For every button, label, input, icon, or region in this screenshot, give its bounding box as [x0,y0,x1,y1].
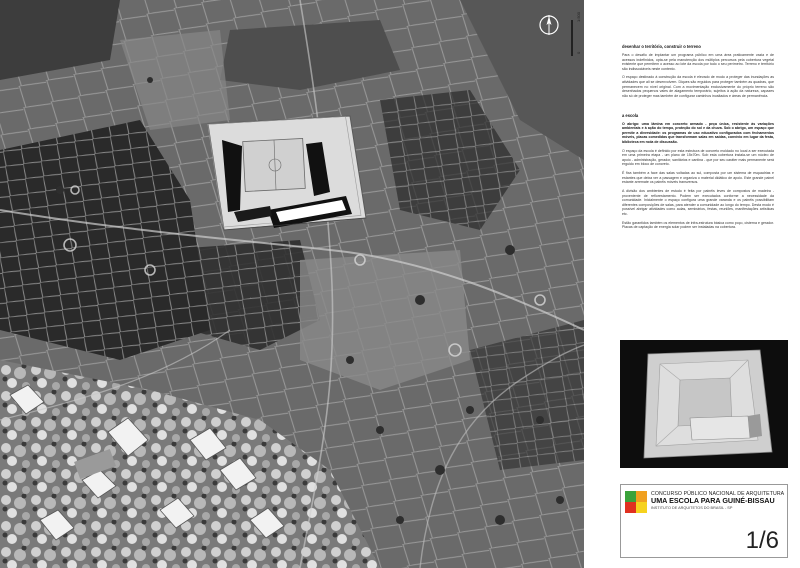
logo-orange-square [636,491,647,502]
paragraph-7: Estão garantidos também os elementos de infra-estrutura básica como poço, cisterna e gerador. Placas de captação de energia solar podem ser instaladas na cobertura. [622,220,774,230]
competition-title-block [620,484,788,558]
model-render [620,340,788,468]
scale-bar [564,11,582,56]
institute-name: INSTITUTO DE ARQUITETOS DO BRASIL - SP [651,505,733,510]
description-text [622,44,774,234]
competition-subtitle: CONCURSO PÚBLICO NACIONAL DE ARQUITETURA [651,491,785,497]
scale-bottom-label: 0 [576,51,581,54]
heading-school: a escola [622,112,639,118]
paragraph-5: É fixa também a face das salas voltadas ao sul, composta por um sistema de esquadrias e estantes que deixa ver a passagem e organiza o material didático de apoio. Este grande painel estante arremate os painéis móveis transversos. [622,171,774,185]
model-photo [620,340,788,468]
school-platform [208,116,366,230]
scale-top-label: 1:500 [576,11,581,22]
heading-territory: desenhar o território, construir o terreno [622,44,701,49]
logo-yellow-square [636,502,647,513]
logo-green-square [625,491,636,502]
competition-logo-icon [625,491,647,513]
north-arrow-icon [538,14,560,36]
competition-title: UMA ESCOLA PARA GUINÉ-BISSAU [651,496,775,505]
page-number: 1/6 [745,527,779,554]
paragraph-2: O espaço destinado à construção da escola é elevado de modo a proteger das inundações as atividades que ali se desenvolvem. Diques são erguidos para proteger também as quadras, que permanecem no nível original. Com a movimentação exclusivamente do próprio terreno são desenhados pequenos vales de alagamento temporário, sujeitos à ação da natureza, capazes não só de proteger mas também de configurar caminhos inusitados e áreas de permanência. [622,75,774,98]
paragraph-4: O espaço da escola é definido por esta estrutura de concreto moldado no local a ser executada em uma primeira etapa - um plano de 15x70m. Sob esta cobertura instala-se um núcleo de apoio - administração, gerador, sanitários e cantina - que por seu caráter mais permanente será erguido em bloco de concreto. [622,148,774,167]
paragraph-3: O abrigo: uma lâmina em concreto armado - peça única, resistente às variações ambientais e à ação do tempo, proteção do sol e da chuva. Sob o abrigo, um espaço que permite a diversidade: os programas de uso educativo configurados com fechamentos móveis, placas comedidas que transformam salas em saídas, convívio em lugar da festa, biblioteca em roda de discussão. [622,121,774,144]
paragraph-1: Para o desafio de implantar um programa público em uma área praticamente vazia e de acessos indefinidos, opta-se pela manutenção dos múltiplos percursos pela cobertura vegetal existente que permitem o acesso ao lote da escola por todo o seu perímetro. Terreno e território são indissociáveis neste contexto. [622,53,774,71]
scale-line [571,20,573,56]
logo-red-square [625,502,636,513]
paragraph-6: A divisão dos ambientes de estudo é feita por painéis leves de compostos de madeira - proveniente de reflorestamento. Podem ser executados conforme a necessidade da comunidade. Inicialmente o espaço configura uma grande varanda e os painéis possibilitam diferentes composições de salas, para atender a comunidade ao longo do tempo. Desta modo é possível abrigar atividades como aulas, seminários, festas, reuniões, manifestações artísticas etc. [622,188,774,216]
